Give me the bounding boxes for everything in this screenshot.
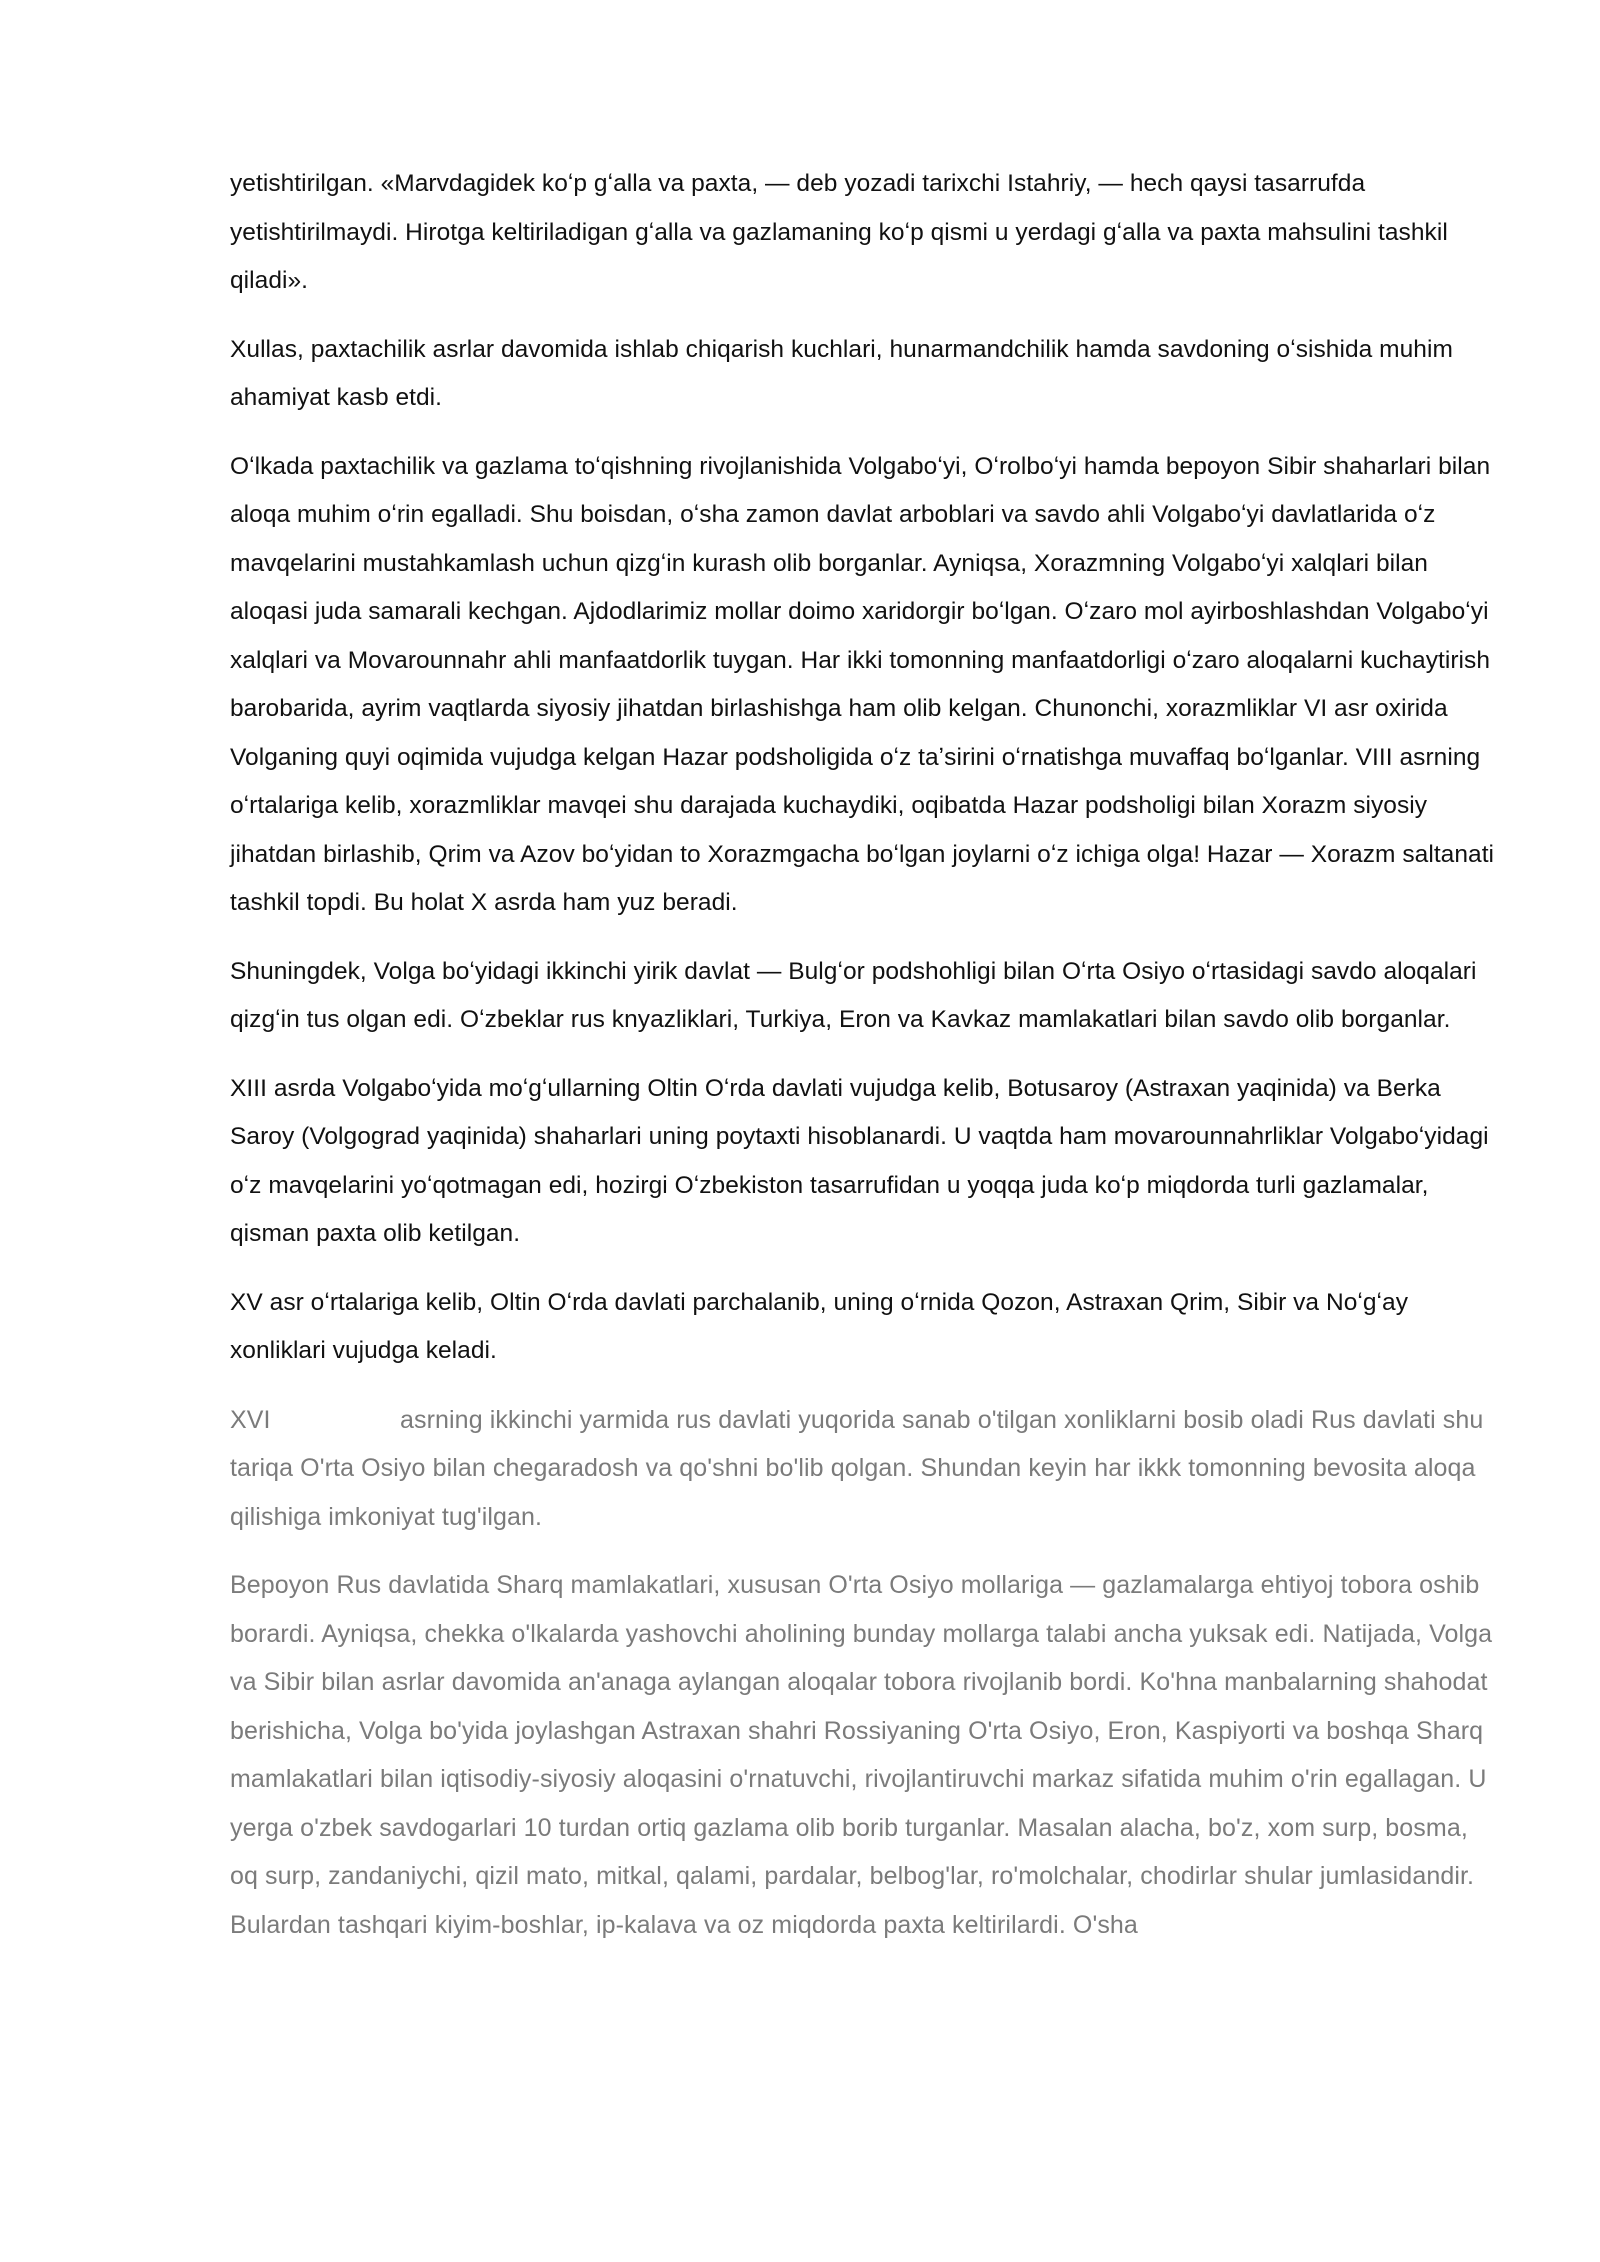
paragraph-5: XIII asrda Volgaboʻyida moʻgʻullarning Oltin Oʻrda davlati vujudga kelib, Botusaroy (Astraxan yaqinida) va Berka Saroy (Volgograd yaqinida) shaharlari uning poytaxti hisoblanardi. U vaqtda ham movarounnahrliklar Volgaboʻyidagi oʻz mavqelarini yoʻqotmagan edi, hozirgi Oʻzbekiston tasarrufidan u yoqqa juda koʻp miqdorda turli gazlamalar, qisman paxta olib ketilgan. xyxy=(230,1074,1489,1247)
paragraph-7 xyxy=(230,1396,1500,1542)
paragraph-6: XV asr oʻrtalariga kelib, Oltin Oʻrda davlati parchalanib, uning oʻrnida Qozon, Astraxan Qrim, Sibir va Noʻgʻay xonliklari vujudga keladi. xyxy=(230,1288,1409,1364)
paragraph-3: Oʻlkada paxtachilik va gazlama toʻqishning rivojlanishida Volgaboʻyi, Oʻrolboʻyi hamda bepoyon Sibir shaharlari bilan aloqa muhim oʻrin egalladi. Shu boisdan, oʻsha zamon davlat arboblari va savdo ahli Volgaboʻyi davlatlarida oʻz mavqelarini mustahkamlash uchun qizgʻin kurash olib borganlar. Ayniqsa, Xorazmning Volgaboʻyi xalqlari bilan aloqasi juda samarali kechgan. Ajdodlarimiz mollar doimo xaridorgir boʻlgan. Oʻzaro mol ayirboshlashdan Volgaboʻyi xalqlari va Movarounnahr ahli manfaatdorlik tuygan. Har ikki tomonning manfaatdorligi oʻzaro aloqalarni kuchaytirish barobarida, ayrim vaqtlarda siyosiy jihatdan birlashishga ham olib kelgan. Chunonchi, xorazmliklar VI asr oxirida Volganing quyi oqimida vujudga kelgan Hazar podsholigida oʻz taʼsirini oʻrnatishga muvaffaq boʻlganlar. VIII asrning oʻrtalariga kelib, xorazmliklar mavqei shu darajada kuchaydiki, oqibatda Hazar podsholigi bilan Xorazm siyosiy jihatdan birlashib, Qrim va Azov boʻyidan to Xorazmgacha boʻlgan joylarni oʻz ichiga olga! Hazar — Xorazm saltanati tashkil topdi. Bu holat X asrda ham yuz beradi. xyxy=(230,452,1495,916)
paragraph-7-text: asrning ikkinchi yarmida rus davlati yuqorida sanab o'tilgan xonliklarni bosib oladi Rus davlati shu tariqa O'rta Osiyo bilan chegaradosh va qo'shni bo'lib qolgan. Shundan keyin har ikkk tomonning bevosita aloqa qilishiga imkoniyat tug'ilgan. xyxy=(230,1405,1484,1531)
paragraph-7-lead: XVI xyxy=(230,1405,271,1434)
paragraph-2: Xullas, paxtachilik asrlar davomida ishlab chiqarish kuchlari, hunarmandchilik hamda savdoning oʻsishida muhim ahamiyat kasb etdi. xyxy=(230,335,1453,411)
paragraph-1: yetishtirilgan. «Marvdagidek koʻp gʻalla va paxta, — deb yozadi tarixchi Istahriy, — hech qaysi tasarrufda yetishtirilmaydi. Hirotga keltiriladigan gʻalla va gazlamaning koʻp qismi u yerdagi gʻalla va paxta mahsulini tashkil qiladi». xyxy=(230,170,1448,294)
paragraph-8: Bepoyon Rus davlatida Sharq mamlakatlari, xususan O'rta Osiyo mollariga — gazlamalarga ehtiyoj tobora oshib borardi. Ayniqsa, chekka o'lkalarda yashovchi aholining bunday mollarga talabi ancha yuksak edi. Natijada, Volga va Sibir bilan asrlar davomida an'anaga aylangan aloqalar tobora rivojlanib bordi. Ko'hna manbalarning shahodat berishicha, Volga bo'yida joylashgan Astraxan shahri Rossiyaning O'rta Osiyo, Eron, Kaspiyorti va boshqa Sharq mamlakatlari bilan iqtisodiy-siyosiy aloqasini o'rnatuvchi, rivojlantiruvchi markaz sifatida muhim o'rin egallagan. U yerga o'zbek savdogarlari 10 turdan ortiq gazlama olib borib turganlar. Masalan alacha, bo'z, xom surp, bosma, oq surp, zandaniychi, qizil mato, mitkal, qalami, pardalar, belbog'lar, ro'molchalar, chodirlar shular jumlasidandir. Bulardan tashqari kiyim-boshlar, ip-kalava va oz miqdorda paxta keltirilardi. O'sha xyxy=(230,1571,1493,1939)
document-page xyxy=(230,160,1500,1969)
paragraph-4: Shuningdek, Volga boʻyidagi ikkinchi yirik davlat — Bulgʻor podshohligi bilan Oʻrta Osiyo oʻrtasidagi savdo aloqalari qizgʻin tus olgan edi. Oʻzbeklar rus knyazliklari, Turkiya, Eron va Kavkaz mamlakatlari bilan savdo olib borganlar. xyxy=(230,957,1477,1033)
